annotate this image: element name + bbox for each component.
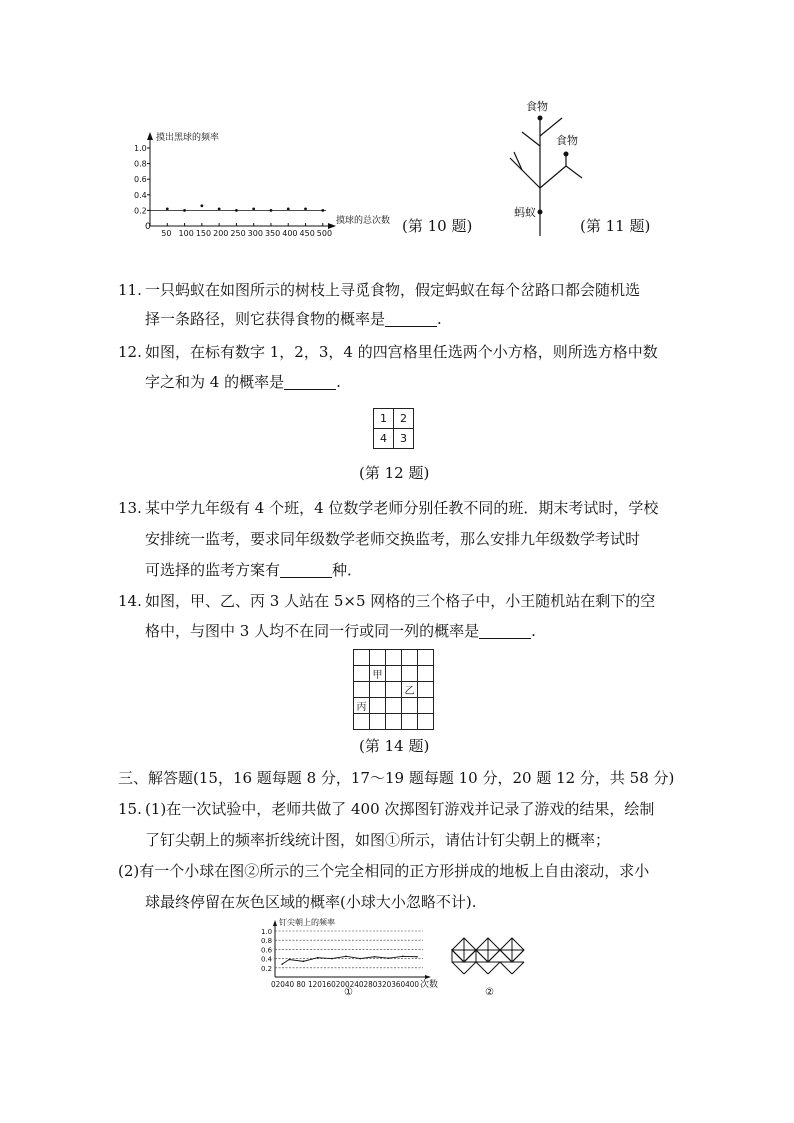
fig11-food2-label: 食物 [556,134,578,147]
fig10-data-point [252,207,255,210]
q14-cell [386,666,402,682]
q13-line2: 安排统一监考，要求同年级数学老师交换监考，那么安排九年级数学考试时 [145,530,641,548]
fig15b-caption: ② [485,987,494,998]
q14-line1: 如图，甲、乙、丙 3 人站在 5×5 网格的三个格子中，小王随机站在剩下的空 [145,592,656,610]
q14-cell [354,682,370,698]
fig15a-marks [261,928,423,973]
q14-cell [386,714,402,730]
fig10-data-point [200,204,203,207]
q14-cell: 乙 [402,682,418,698]
fig15a-ytick-label: 0.2 [261,964,273,973]
q14-line2-text: 格中，与图中 3 人均不在同一行或同一列的概率是 [145,622,480,640]
fig15a-data-point [331,958,333,960]
fig10-ytick-label: 0.2 [134,206,147,216]
q12-grid-row [374,409,414,429]
q14-grid-row [354,682,434,698]
fig15a-frequency-line-chart [255,913,455,993]
q14-tail: . [531,622,536,640]
q12-cell: 3 [394,429,414,449]
q14-cell [418,698,434,714]
q14-grid [353,649,434,730]
q12-line2 [145,375,341,390]
q14-cell [370,650,386,666]
q15-p1-line1: (1)在一次试验中，老师共做了 400 次掷图钉游戏并记录了游戏的结果，绘制 [145,800,655,818]
q14-cell [402,666,418,682]
fig10-xtick-label: 400 [282,229,298,238]
fig10-ytick-label: 0.6 [134,175,147,185]
q14-cell [370,714,386,730]
fig15a-title: 钉尖朝上的频率 [279,918,335,927]
q11-line2 [145,312,442,327]
fig15a-data-point [281,963,283,965]
fig15b-line [452,962,464,974]
q14-cell [354,650,370,666]
fig10-xtick-label: 150 [195,229,212,238]
fig10-data-point [287,207,290,210]
q14-grid-row [354,666,434,682]
fig11-branch-right [540,166,566,188]
q15-p2-line1: (2)有一个小球在图②所示的三个完全相同的正方形拼成的地板上自由滚动，求小 [118,862,650,880]
q13-line3 [145,563,362,578]
fig10-caption: (第 10 题) [402,217,473,235]
fig15a-ytick-label: 0.4 [261,955,273,964]
q13-answer-blank[interactable] [280,564,332,578]
fig11-branch-left-stub [514,152,522,170]
q14-answer-blank[interactable] [479,625,531,639]
fig15a-xticks: 02040 80 120160200240280320360400 [271,980,420,989]
fig15b-line [488,962,500,974]
q14-cell [370,698,386,714]
q11-answer-blank[interactable] [385,313,437,327]
q12-number: 12. [118,343,142,361]
q12-line1: 如图，在标有数字 1，2，3，4 的四宫格里任选两个小方格，则所选方格中数 [145,343,658,361]
fig10-xtick-label: 50 [161,229,172,238]
fig15a-series-line [282,956,417,964]
q11-line2-text: 择一条路径，则它获得食物的概率是 [145,310,386,328]
fig10-xtick-label: 200 [213,229,229,238]
section3-title: 三、解答题(15，16 题每题 8 分，17～19 题每题 10 分，20 题 12 分，共 58 分) [118,769,675,787]
q14-cell [418,650,434,666]
q14-cell [386,650,402,666]
q14-cell [418,714,434,730]
q11-line1: 一只蚂蚁在如图所示的树枝上寻觅食物，假定蚂蚁在每个岔路口都会随机选 [145,281,641,299]
q12-tail: . [336,373,341,391]
q12-line2-text: 字之和为 4 的概率是 [145,373,285,391]
fig10-data-point [183,209,186,212]
q11-number: 11. [118,281,142,299]
fig11-tree-diagram [500,96,620,236]
q12-cell: 4 [374,429,394,449]
fig10-data-point [166,207,169,210]
fig10-marks [134,144,332,238]
fig15a-caption: ① [344,987,353,998]
fig15a-ytick-label: 0.8 [261,937,273,946]
q13-line3-text: 可选择的监考方案有 [145,561,281,579]
q14-cell: 甲 [370,666,386,682]
fig10-ytick-label: 0.8 [134,159,147,169]
q14-cell [418,682,434,698]
q14-grid-row [354,650,434,666]
fig15b-square-1 [452,938,476,974]
fig15b-line [512,962,524,974]
q14-cell [354,666,370,682]
q15-number: 15. [118,800,142,818]
fig10-data-point [218,207,221,210]
fig10-y-arrow [147,132,153,140]
fig15b-line [464,962,476,974]
q14-cell [418,666,434,682]
q14-cell [402,714,418,730]
fig15a-data-point [359,958,361,960]
fig15b-line [476,962,488,974]
q14-cell [354,714,370,730]
fig10-data-point [304,207,307,210]
q15-p2-line2: 球最终停留在灰色区域的概率(小球大小忽略不计). [145,893,477,911]
q12-cell: 2 [394,409,414,429]
fig10-origin: 0 [145,222,151,232]
fig11-branch-right-out [566,166,582,178]
fig11-ant-dot [538,210,543,215]
q14-line2 [145,624,536,639]
fig10-data-point [321,209,324,212]
q12-answer-blank[interactable] [284,376,336,390]
fig11-food2-dot [564,152,569,157]
q12-caption: (第 12 题) [359,464,430,482]
fig11-ant-label: 蚂蚁 [514,206,536,219]
q14-cell [402,698,418,714]
q15-p1-line2: 了钉尖朝上的频率折线统计图，如图①所示，请估计钉尖朝上的概率； [145,831,611,849]
fig15a-ytick-label: 0.6 [261,946,273,955]
fig15a-data-point [317,957,319,959]
fig10-xtick-label: 250 [230,229,246,238]
q14-cell [370,682,386,698]
fig15a-data-point [388,957,390,959]
fig15a-data-point [416,956,418,958]
fig10-xtick-label: 100 [178,229,194,238]
fig15a-data-point [303,961,305,963]
fig15b-floor-diagram [452,933,532,983]
fig10-xlabel: 摸球的总次数 [336,216,391,226]
fig11-branch-mid-stub [522,132,540,146]
fig15a-data-point [402,956,404,958]
fig11-branch-left [510,158,540,188]
q12-grid [373,408,414,449]
fig10-xtick-label: 350 [264,229,281,238]
fig15b-square-3 [500,938,524,974]
fig15b-line [500,962,512,974]
q12-cell: 1 [374,409,394,429]
fig15a-xlabel: 次数 [420,980,439,990]
fig10-ytick-label: 0.4 [134,190,147,200]
q13-number: 13. [118,499,142,517]
fig11-caption: (第 11 题) [580,217,651,235]
q14-cell [402,650,418,666]
fig15a-y-arrow [273,920,277,926]
fig15a-ytick-label: 1.0 [261,928,273,936]
fig10-ylabel: 摸出黑球的频率 [156,133,220,143]
q14-number: 14. [118,592,142,610]
q13-line1: 某中学九年级有 4 个班，4 位数学老师分别任教不同的班．期末考试时，学校 [145,499,659,517]
fig11-food1-dot [538,116,543,121]
q14-grid-row [354,698,434,714]
q11-tail: . [437,310,442,328]
q13-tail: 种． [332,561,363,579]
fig15a-x-arrow [425,975,431,979]
fig15a-data-point [345,956,347,958]
fig10-xtick-label: 300 [247,229,263,238]
fig15a-data-point [374,956,376,958]
q14-grid-row [354,714,434,730]
fig11-food1-label: 食物 [526,100,548,113]
q14-cell [386,698,402,714]
q14-caption: (第 14 题) [359,737,430,755]
fig10-xtick-label: 500 [316,229,333,238]
fig10-xtick-label: 450 [299,229,315,238]
fig15a-data-point [288,959,290,961]
fig10-data-point [270,209,273,212]
q12-grid-row [374,429,414,449]
q14-cell [386,682,402,698]
fig10-ytick-label: 1.0 [134,144,147,153]
fig15b-square-2 [476,938,500,974]
q14-cell: 丙 [354,698,370,714]
fig10-data-point [235,209,238,212]
